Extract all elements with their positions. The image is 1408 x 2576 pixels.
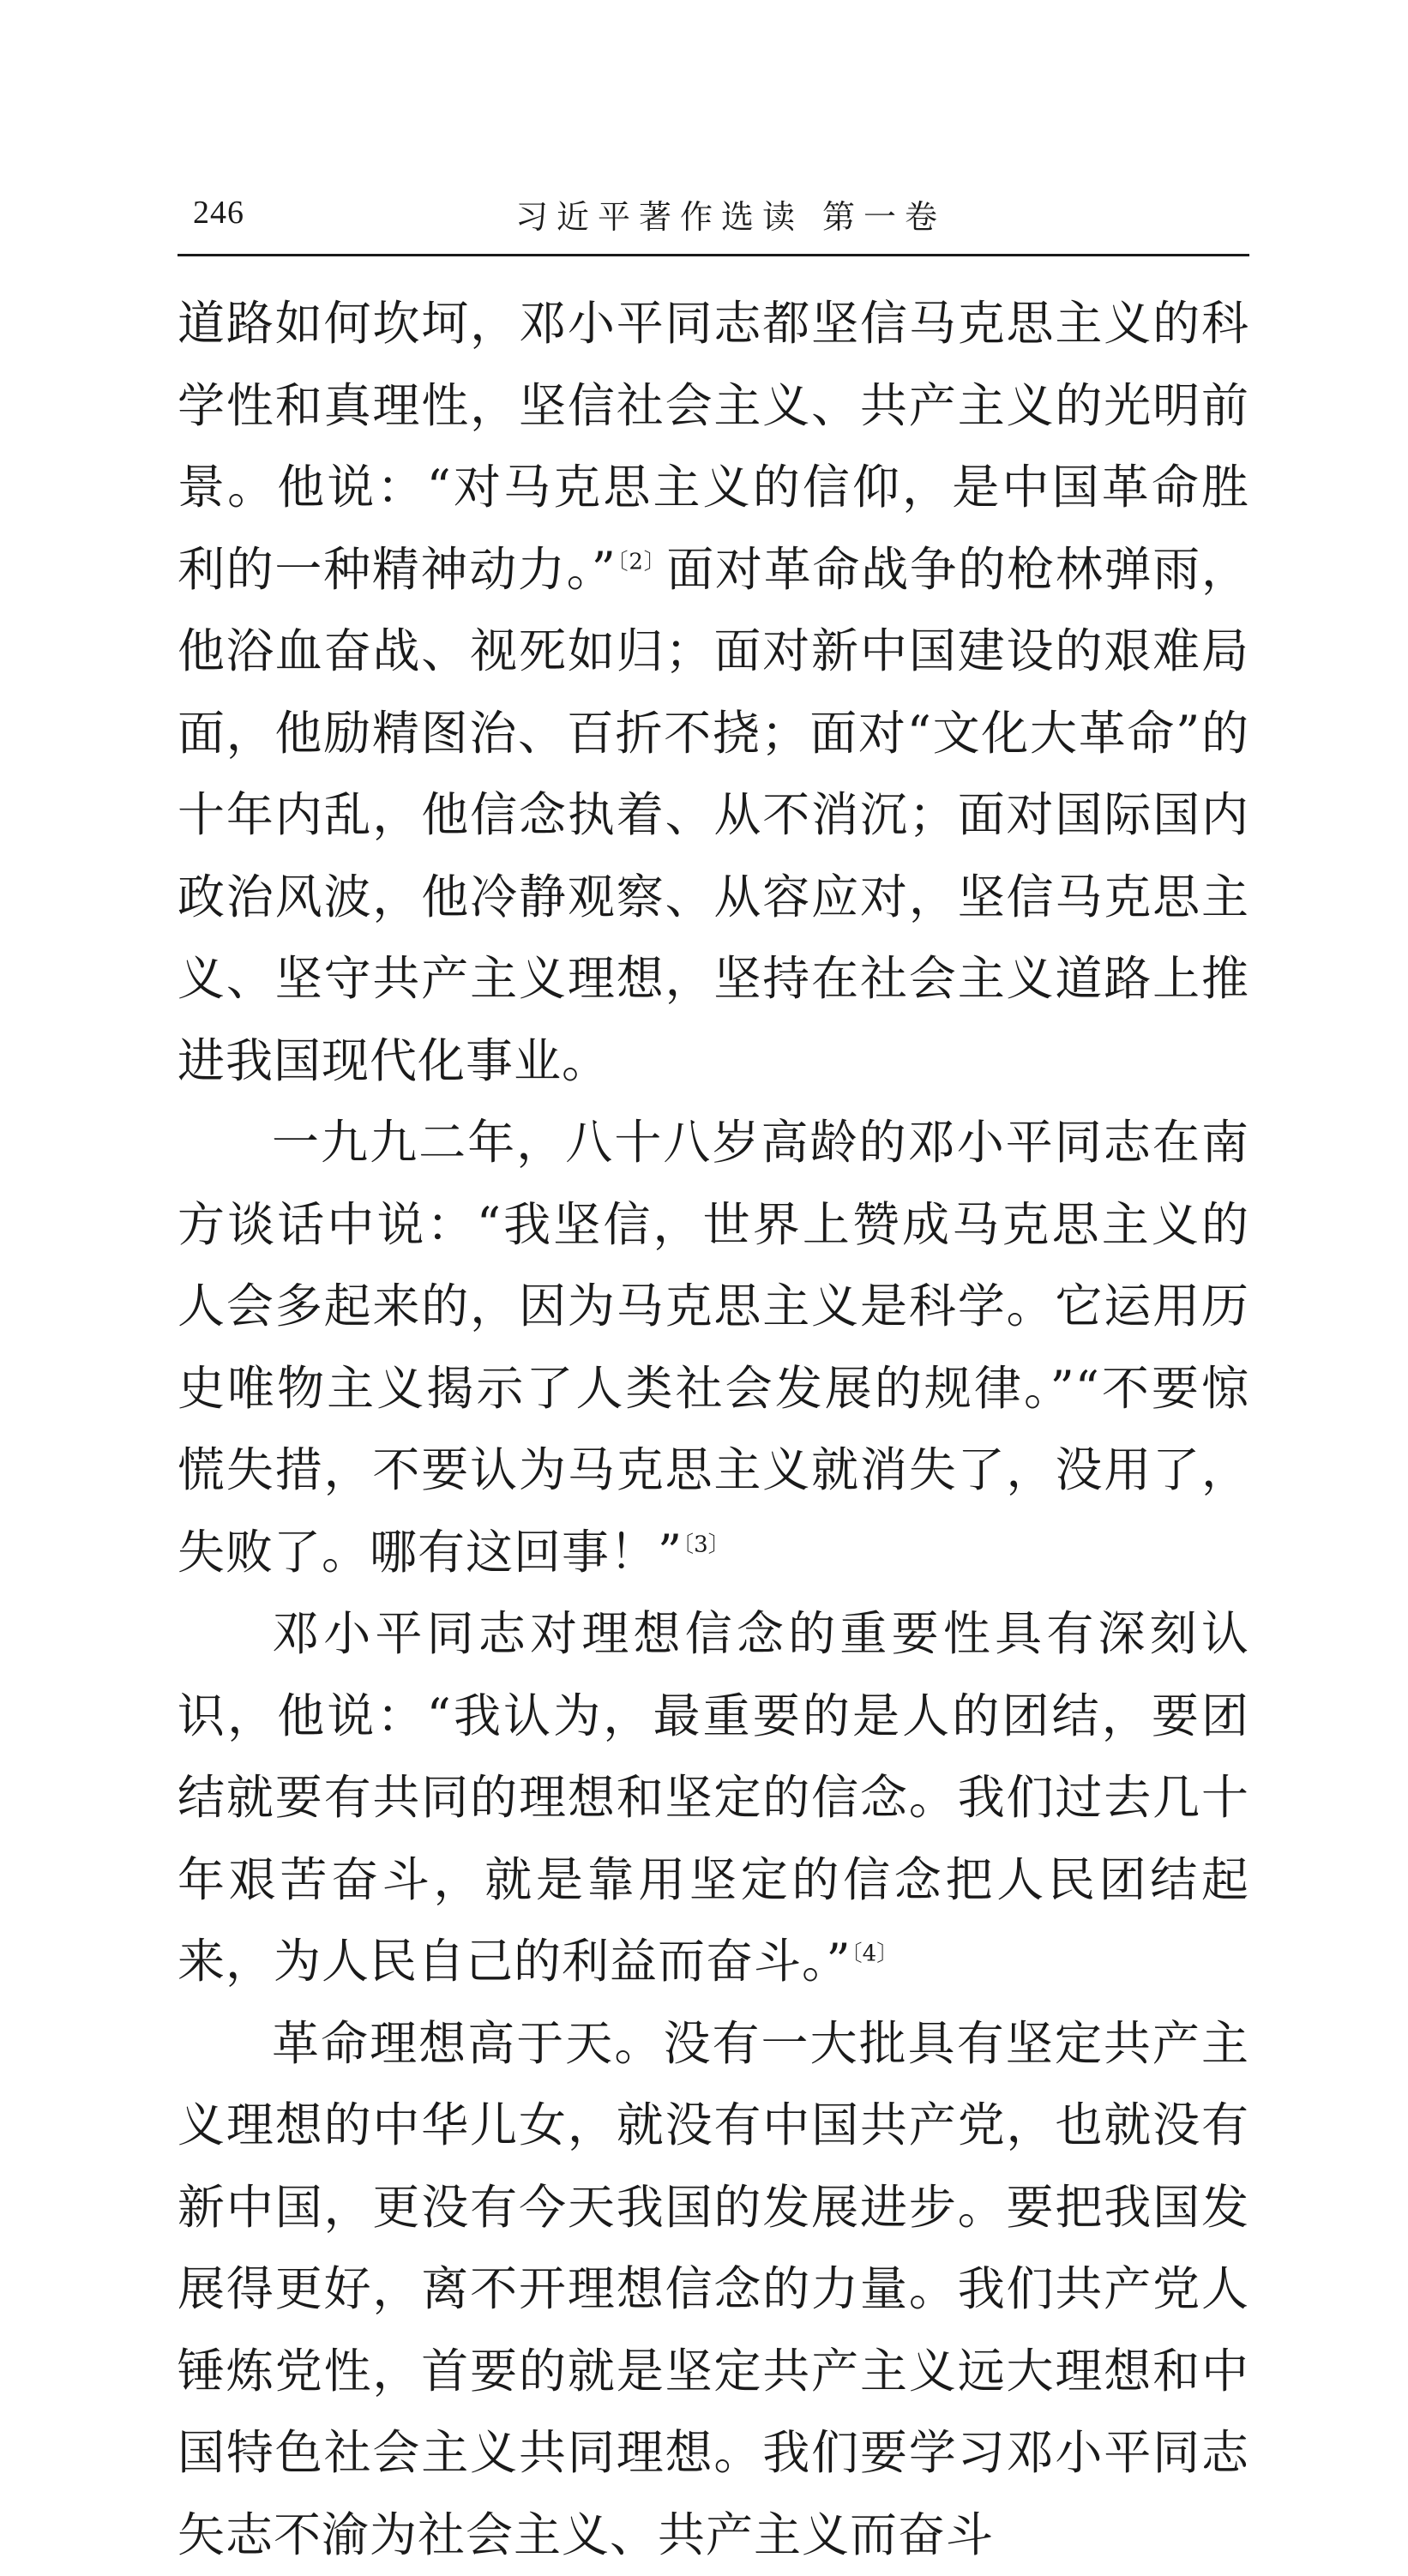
paragraph-3 [178,1593,1249,2003]
paragraph-3-text: 邓小平同志对理想信念的重要性具有深刻认识，他说：“我认为，最重要的是人的团结，要团结就要有共同的理想和坚定的信念。我们过去几十年艰苦奋斗，就是靠用坚定的信念把人民团结起来，为人民自己的利益而奋斗。” [178,1606,1249,1989]
running-title: 习近平著作选读 第一卷 [178,190,1249,238]
page-number: 246 [193,194,244,232]
page-header [178,190,1249,242]
body-text [178,283,1249,2576]
footnote-ref-4: 〔4〕 [851,1941,900,1967]
footnote-ref-3: 〔3〕 [683,1532,731,1557]
paragraph-2-text: 一九九二年，八十八岁高龄的邓小平同志在南方谈话中说：“我坚信，世界上赞成马克思主义的人会多起来的，因为马克思主义是科学。它运用历史唯物主义揭示了人类社会发展的规律。”“不要惊慌失措，不要认为马克思主义就消失了，没用了，失败了。哪有这回事！” [178,1115,1249,1580]
header-rule [178,254,1249,256]
paragraph-1-text-cont: 面对革命战争的枪林弹雨，他浴血奋战、视死如归；面对新中国建设的艰难局面，他励精图治、百折不挠；面对“文化大革命”的十年内乱，他信念执着、从不消沉；面对国际国内政治风波，他冷静观察、从容应对，坚信马克思主义、坚守共产主义理想，坚持在社会主义道路上推进我国现代化事业。 [178,542,1249,1088]
paragraph-1-text: 道路如何坎坷，邓小平同志都坚信马克思主义的科学性和真理性，坚信社会主义、共产主义的光明前景。他说：“对马克思主义的信仰，是中国革命胜利的一种精神动力。” [178,296,1249,597]
paragraph-1 [178,283,1249,1102]
footnote-ref-2: 〔2〕 [617,549,666,575]
paragraph-2 [178,1102,1249,1593]
paragraph-4-text: 革命理想高于天。没有一大批具有坚定共产主义理想的中华儿女，就没有中国共产党，也就没有新中国，更没有今天我国的发展进步。要把我国发展得更好，离不开理想信念的力量。我们共产党人锤炼党性，首要的就是坚定共产主义远大理想和中国特色社会主义共同理想。我们要学习邓小平同志矢志不渝为社会主义、共产主义而奋斗 [178,2016,1249,2562]
paragraph-4 [178,2003,1249,2576]
